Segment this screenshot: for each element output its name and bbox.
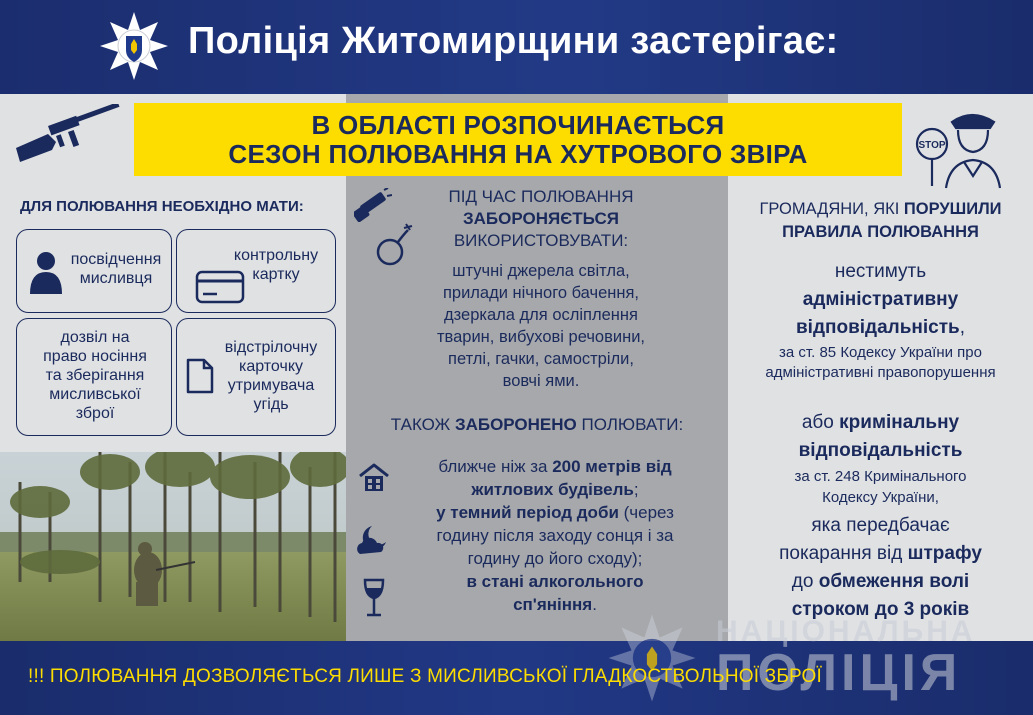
- rule-3-line-2: сп'яніння.: [513, 595, 597, 614]
- banner-line-2: СЕЗОН ПОЛЮВАННЯ НА ХУТРОВОГО ЗВІРА: [228, 139, 808, 169]
- also-prohibited-heading: [346, 414, 728, 436]
- also-prohibited-part-2: ЗАБОРОНЕНО: [454, 415, 577, 434]
- prohibited-item-2: прилади нічного бачення,: [442, 284, 640, 302]
- requirement-card-control-card: [176, 229, 336, 313]
- stop-sign-text: STOP: [918, 140, 946, 151]
- flashlight-icon: [354, 188, 392, 222]
- penalty-line-2: покарання від штрафу: [779, 543, 982, 564]
- also-prohibited-part-1: ТАКОЖ: [390, 415, 455, 434]
- card-4-line-1: відстрілочну: [224, 339, 318, 356]
- rule-1-line-2: житлових будівель;: [471, 480, 639, 499]
- prohibited-item-4: тварин, вибухові речовини,: [436, 328, 646, 346]
- card-4-line-2: карточку: [238, 358, 303, 375]
- penalty-line-4: строком до 3 років: [791, 599, 970, 620]
- rule-2-line-1: у темний період доби (через: [436, 503, 674, 522]
- admin-line-1: нестимуть: [834, 261, 927, 282]
- card-4-line-3: утримувача: [227, 377, 315, 394]
- page-title: Поліція Житомирщини застерігає:: [188, 20, 839, 62]
- penalty-line-3: до обмеження волі: [791, 571, 970, 592]
- person-icon: [29, 250, 63, 294]
- admin-line-2: адміністративну: [802, 289, 959, 310]
- criminal-line-1: або кримінальну: [801, 412, 960, 433]
- rifle-icon: [12, 104, 130, 166]
- house-icon: [358, 462, 390, 494]
- police-officer-stop-icon: [912, 100, 1012, 190]
- hunter-forest-photo: [0, 452, 346, 641]
- card-3-line-2: право носіння: [43, 348, 147, 365]
- footer-warning-text: !!! ПОЛЮВАННЯ ДОЗВОЛЯЄТЬСЯ ЛИШЕ З МИСЛИВСЬКОЇ ГЛАДКОСТВОЛЬНОЇ ЗБРОЇ: [28, 666, 822, 687]
- admin-article-line-1: за ст. 85 Кодексу України про: [779, 344, 982, 361]
- national-police-watermark-line-2: ПОЛІЦІЯ: [716, 644, 962, 702]
- card-3-line-3: та зберігання: [45, 367, 145, 384]
- prohibited-item-1: штучні джерела світла,: [452, 262, 630, 280]
- penalty-line-1: яка передбачає: [811, 515, 950, 536]
- police-star-emblem-icon: [98, 10, 170, 82]
- card-3-line-5: зброї: [75, 405, 115, 422]
- prohibited-during-line-3: ВИКОРИСТОВУВАТИ:: [453, 231, 629, 250]
- also-prohibited-part-3: ПОЛЮВАТИ:: [576, 415, 684, 434]
- violators-heading-line-2: ПРАВИЛА ПОЛЮВАННЯ: [782, 223, 979, 241]
- requirement-card-hunter-license: [16, 229, 172, 313]
- requirement-card-weapon-permit: [16, 318, 172, 436]
- rule-3-line-1: в стані алкогольного: [466, 572, 644, 591]
- banner-line-1: В ОБЛАСТІ РОЗПОЧИНАЄТЬСЯ: [311, 110, 725, 140]
- admin-line-3: відповідальність,: [795, 317, 966, 338]
- violators-heading-line-1: ГРОМАДЯНИ, ЯКІ ПОРУШИЛИ: [759, 200, 1002, 218]
- criminal-line-2: відповідальність: [798, 440, 963, 461]
- rule-1-line-1: ближче ніж за 200 метрів від: [438, 457, 672, 476]
- card-3-line-4: мисливської: [49, 386, 141, 403]
- headline-banner: [134, 103, 902, 176]
- rule-2-line-3: годину до його сходу);: [467, 549, 643, 568]
- card-1-line-1: посвідчення: [70, 251, 162, 268]
- card-1-line-2: мисливця: [79, 270, 153, 287]
- rule-2-line-2: годину після заходу сонця і за: [436, 526, 674, 545]
- criminal-article-line-1: за ст. 248 Кримінального: [794, 468, 967, 485]
- prohibited-item-3: дзеркала для осліплення: [444, 306, 638, 324]
- admin-article-line-2: адміністративні правопорушення: [765, 364, 996, 381]
- night-moon-cloud-icon: [354, 522, 394, 556]
- prohibited-during-line-2: ЗАБОРОНЯЄТЬСЯ: [463, 209, 619, 228]
- card-2-line-1: контрольну: [233, 247, 319, 264]
- card-2-line-2: картку: [252, 266, 300, 283]
- police-star-watermark-icon: [606, 612, 698, 704]
- requirement-card-shooting-card: [176, 318, 336, 436]
- prohibited-item-5: петлі, гачки, самостріли,: [448, 350, 634, 368]
- wine-glass-icon: [362, 578, 386, 618]
- prohibited-during-line-1: ПІД ЧАС ПОЛЮВАННЯ: [448, 187, 634, 206]
- card-4-line-4: угідь: [253, 396, 289, 413]
- card-3-line-1: дозвіл на: [60, 329, 130, 346]
- prohibited-item-6: вовчі ями.: [502, 372, 580, 390]
- requirements-title: ДЛЯ ПОЛЮВАННЯ НЕОБХІДНО МАТИ:: [20, 198, 304, 215]
- national-police-watermark-line-1: НАЦІОНАЛЬНА: [716, 615, 976, 648]
- criminal-article-line-2: Кодексу України,: [822, 489, 939, 506]
